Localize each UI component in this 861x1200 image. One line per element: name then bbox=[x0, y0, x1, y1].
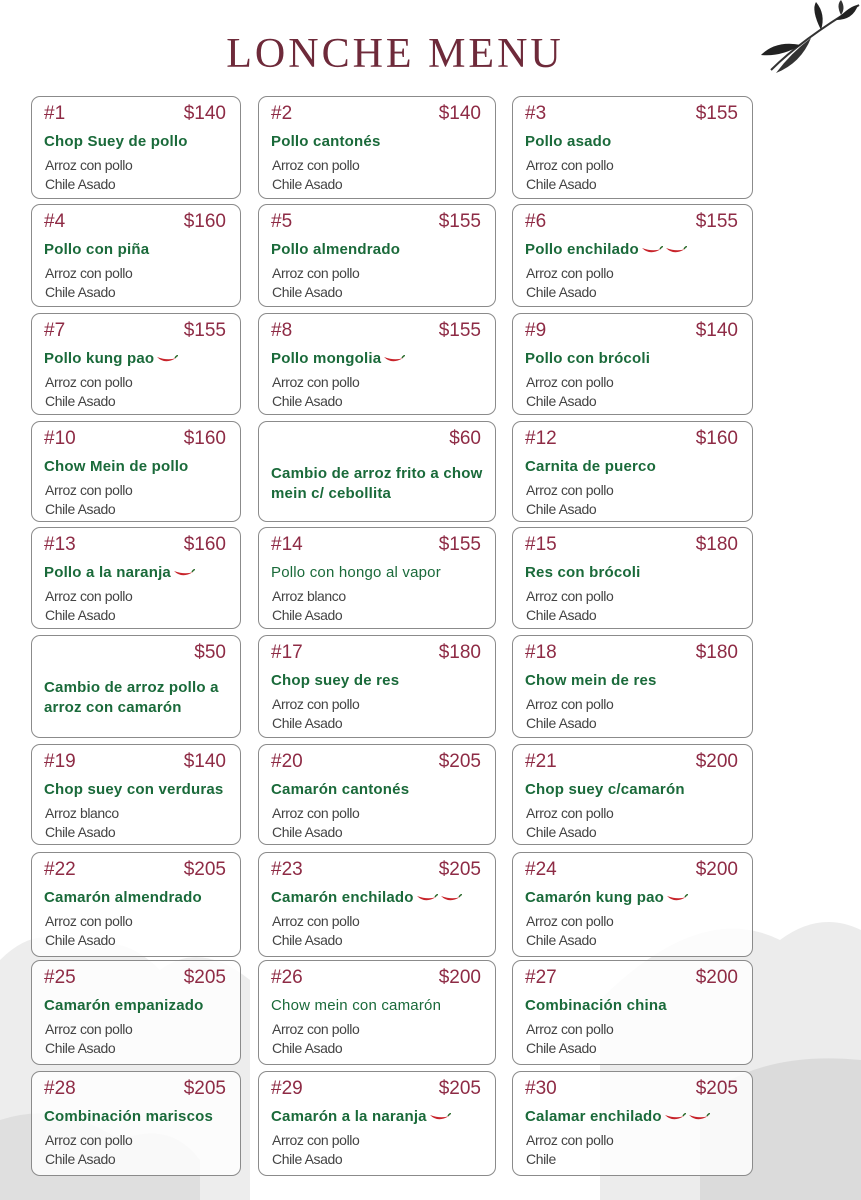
item-number: #5 bbox=[271, 211, 293, 232]
item-side-dish: Arroz con pollo bbox=[45, 588, 133, 604]
item-number: #15 bbox=[525, 534, 557, 555]
item-name: Chop Suey de pollo bbox=[44, 133, 188, 150]
menu-item-card bbox=[31, 960, 241, 1065]
chili-pepper-icon bbox=[440, 893, 462, 903]
menu-item-card bbox=[512, 852, 753, 957]
item-name: Chow mein con camarón bbox=[271, 997, 442, 1014]
item-side-dish: Arroz con pollo bbox=[526, 1132, 614, 1148]
item-number: #26 bbox=[271, 967, 303, 988]
item-side-dish: Chile Asado bbox=[272, 393, 343, 409]
item-side-dish: Arroz con pollo bbox=[526, 588, 614, 604]
item-price: $180 bbox=[695, 534, 738, 555]
item-side-dish: Chile Asado bbox=[526, 932, 597, 948]
item-price: $160 bbox=[695, 428, 738, 449]
chili-pepper-icon bbox=[429, 1112, 451, 1122]
item-side-dish: Chile Asado bbox=[526, 501, 597, 517]
item-side-dish: Arroz con pollo bbox=[272, 805, 360, 821]
item-side-dish: Chile Asado bbox=[272, 824, 343, 840]
item-name: Calamar enchilado bbox=[525, 1108, 748, 1125]
item-side-dish: Chile Asado bbox=[272, 284, 343, 300]
item-price: $155 bbox=[695, 103, 738, 124]
menu-item-card bbox=[31, 421, 241, 522]
item-side-dish: Chile Asado bbox=[45, 284, 116, 300]
item-side-dish: Chile Asado bbox=[45, 607, 116, 623]
item-side-dish: Chile Asado bbox=[526, 393, 597, 409]
chili-pepper-icon bbox=[416, 893, 438, 903]
item-name: Chop suey de res bbox=[271, 672, 400, 689]
item-name: Cambio de arroz pollo a arroz con camarón bbox=[44, 679, 219, 716]
item-price: $155 bbox=[438, 534, 481, 555]
item-number: #13 bbox=[44, 534, 76, 555]
menu-item-card bbox=[258, 960, 496, 1065]
item-side-dish: Chile Asado bbox=[526, 1040, 597, 1056]
item-number: #10 bbox=[44, 428, 76, 449]
item-price: $200 bbox=[695, 751, 738, 772]
item-side-dish: Arroz con pollo bbox=[526, 805, 614, 821]
menu-item-card bbox=[258, 744, 496, 845]
item-name: Camarón almendrado bbox=[44, 889, 202, 906]
menu-item-card bbox=[31, 204, 241, 307]
item-side-dish: Arroz con pollo bbox=[526, 696, 614, 712]
item-number: #20 bbox=[271, 751, 303, 772]
item-number: #12 bbox=[525, 428, 557, 449]
item-price: $180 bbox=[438, 642, 481, 663]
item-number: #21 bbox=[525, 751, 557, 772]
item-side-dish: Arroz con pollo bbox=[45, 913, 133, 929]
item-price: $205 bbox=[438, 1078, 481, 1099]
item-name: Chow mein de res bbox=[525, 672, 657, 689]
item-price: $160 bbox=[183, 211, 226, 232]
item-price: $140 bbox=[438, 103, 481, 124]
item-price: $205 bbox=[695, 1078, 738, 1099]
item-side-dish: Chile bbox=[526, 1151, 556, 1167]
chili-pepper-icon bbox=[666, 893, 688, 903]
menu-item-card bbox=[31, 744, 241, 845]
item-side-dish: Arroz con pollo bbox=[272, 696, 360, 712]
item-side-dish: Arroz con pollo bbox=[272, 913, 360, 929]
item-side-dish: Chile Asado bbox=[526, 176, 597, 192]
item-side-dish: Chile Asado bbox=[272, 715, 343, 731]
chili-pepper-icon bbox=[383, 354, 405, 364]
menu-item-card bbox=[258, 852, 496, 957]
item-number: #30 bbox=[525, 1078, 557, 1099]
item-name: Chop suey c/camarón bbox=[525, 781, 685, 798]
chili-pepper-icon bbox=[156, 354, 178, 364]
item-side-dish: Chile Asado bbox=[526, 607, 597, 623]
item-name: Pollo a la naranja bbox=[44, 564, 236, 581]
item-name: Pollo mongolia bbox=[271, 350, 491, 367]
menu-item-card bbox=[512, 421, 753, 522]
menu-item-card bbox=[31, 635, 241, 738]
item-number: #7 bbox=[44, 320, 66, 341]
item-name: Chop suey con verduras bbox=[44, 781, 224, 798]
item-name: Cambio de arroz frito a chow mein c/ cebollita bbox=[271, 465, 483, 502]
item-name: Res con brócoli bbox=[525, 564, 641, 581]
item-side-dish: Chile Asado bbox=[45, 932, 116, 948]
chili-pepper-icon bbox=[173, 568, 195, 578]
item-price: $200 bbox=[695, 967, 738, 988]
item-number: #28 bbox=[44, 1078, 76, 1099]
item-number: #2 bbox=[271, 103, 293, 124]
item-side-dish: Arroz con pollo bbox=[45, 374, 133, 390]
item-number: #6 bbox=[525, 211, 547, 232]
item-side-dish: Arroz con pollo bbox=[45, 1132, 133, 1148]
item-side-dish: Chile Asado bbox=[272, 1151, 343, 1167]
item-number: #25 bbox=[44, 967, 76, 988]
item-number: #19 bbox=[44, 751, 76, 772]
item-side-dish: Arroz con pollo bbox=[526, 913, 614, 929]
menu-item-card bbox=[512, 744, 753, 845]
item-side-dish: Arroz con pollo bbox=[45, 265, 133, 281]
item-price: $200 bbox=[438, 967, 481, 988]
menu-item-card bbox=[258, 527, 496, 629]
item-name: Pollo cantonés bbox=[271, 133, 381, 150]
item-side-dish: Chile Asado bbox=[526, 824, 597, 840]
item-price: $140 bbox=[695, 320, 738, 341]
item-side-dish: Arroz con pollo bbox=[45, 1021, 133, 1037]
item-price: $140 bbox=[183, 751, 226, 772]
item-number: #14 bbox=[271, 534, 303, 555]
item-side-dish: Chile Asado bbox=[45, 1151, 116, 1167]
menu-item-card bbox=[258, 96, 496, 199]
item-number: #1 bbox=[44, 103, 66, 124]
item-side-dish: Arroz con pollo bbox=[526, 374, 614, 390]
item-number: #18 bbox=[525, 642, 557, 663]
item-side-dish: Chile Asado bbox=[45, 176, 116, 192]
item-side-dish: Chile Asado bbox=[272, 1040, 343, 1056]
item-price: $160 bbox=[183, 534, 226, 555]
chili-pepper-icon bbox=[664, 1112, 686, 1122]
chili-pepper-icon bbox=[665, 245, 687, 255]
chili-pepper-icon bbox=[641, 245, 663, 255]
menu-item-card bbox=[512, 527, 753, 629]
item-side-dish: Arroz con pollo bbox=[272, 374, 360, 390]
item-side-dish: Arroz con pollo bbox=[526, 265, 614, 281]
item-name: Carnita de puerco bbox=[525, 458, 656, 475]
item-name: Pollo con brócoli bbox=[525, 350, 651, 367]
item-price: $140 bbox=[183, 103, 226, 124]
item-side-dish: Chile Asado bbox=[45, 393, 116, 409]
item-price: $205 bbox=[183, 859, 226, 880]
item-name: Camarón empanizado bbox=[44, 997, 204, 1014]
item-side-dish: Arroz con pollo bbox=[526, 482, 614, 498]
menu-item-card bbox=[258, 421, 496, 522]
chili-pepper-icon bbox=[688, 1112, 710, 1122]
item-side-dish: Arroz blanco bbox=[45, 805, 119, 821]
item-side-dish: Arroz con pollo bbox=[272, 1132, 360, 1148]
item-side-dish: Chile Asado bbox=[272, 607, 343, 623]
item-number: #9 bbox=[525, 320, 547, 341]
item-side-dish: Arroz con pollo bbox=[526, 157, 614, 173]
item-side-dish: Arroz con pollo bbox=[272, 157, 360, 173]
item-name: Camarón a la naranja bbox=[271, 1108, 491, 1125]
item-price: $155 bbox=[183, 320, 226, 341]
item-side-dish: Chile Asado bbox=[526, 284, 597, 300]
menu-item-card bbox=[31, 1071, 241, 1176]
item-price: $205 bbox=[438, 859, 481, 880]
item-side-dish: Chile Asado bbox=[526, 715, 597, 731]
item-side-dish: Arroz con pollo bbox=[45, 482, 133, 498]
menu-item-card bbox=[258, 1071, 496, 1176]
item-side-dish: Chile Asado bbox=[45, 824, 116, 840]
item-price: $155 bbox=[438, 211, 481, 232]
menu-item-card bbox=[258, 313, 496, 415]
menu-item-card bbox=[512, 204, 753, 307]
item-price: $155 bbox=[695, 211, 738, 232]
item-side-dish: Arroz con pollo bbox=[272, 265, 360, 281]
item-price: $205 bbox=[438, 751, 481, 772]
menu-title: LONCHE MENU bbox=[226, 31, 564, 77]
item-name: Pollo kung pao bbox=[44, 350, 236, 367]
item-name: Pollo almendrado bbox=[271, 241, 401, 258]
item-side-dish: Arroz blanco bbox=[272, 588, 346, 604]
item-name: Pollo con hongo al vapor bbox=[271, 564, 441, 581]
item-price: $50 bbox=[194, 642, 226, 663]
item-price: $200 bbox=[695, 859, 738, 880]
item-name: Camarón cantonés bbox=[271, 781, 410, 798]
item-number: #22 bbox=[44, 859, 76, 880]
item-name: Camarón enchilado bbox=[271, 889, 491, 906]
item-price: $155 bbox=[438, 320, 481, 341]
item-number: #8 bbox=[271, 320, 293, 341]
item-side-dish: Arroz con pollo bbox=[526, 1021, 614, 1037]
item-number: #4 bbox=[44, 211, 66, 232]
item-price: $60 bbox=[449, 428, 481, 449]
menu-item-card bbox=[31, 313, 241, 415]
item-name: Camarón kung pao bbox=[525, 889, 748, 906]
item-side-dish: Chile Asado bbox=[45, 1040, 116, 1056]
item-price: $180 bbox=[695, 642, 738, 663]
item-name: Pollo enchilado bbox=[525, 241, 748, 258]
item-number: #24 bbox=[525, 859, 557, 880]
menu-item-card bbox=[512, 1071, 753, 1176]
item-number: #23 bbox=[271, 859, 303, 880]
item-price: $205 bbox=[183, 1078, 226, 1099]
menu-item-card bbox=[258, 204, 496, 307]
item-price: $160 bbox=[183, 428, 226, 449]
item-side-dish: Chile Asado bbox=[272, 932, 343, 948]
item-number: #17 bbox=[271, 642, 303, 663]
item-side-dish: Arroz con pollo bbox=[272, 1021, 360, 1037]
item-name: Combinación mariscos bbox=[44, 1108, 214, 1125]
item-name: Combinación china bbox=[525, 997, 667, 1014]
menu-item-card bbox=[512, 960, 753, 1065]
menu-item-card bbox=[31, 852, 241, 957]
item-side-dish: Chile Asado bbox=[45, 501, 116, 517]
item-name: Pollo asado bbox=[525, 133, 612, 150]
menu-item-card bbox=[512, 635, 753, 738]
item-number: #29 bbox=[271, 1078, 303, 1099]
item-side-dish: Arroz con pollo bbox=[45, 157, 133, 173]
item-number: #27 bbox=[525, 967, 557, 988]
item-side-dish: Chile Asado bbox=[272, 176, 343, 192]
item-number: #3 bbox=[525, 103, 547, 124]
item-name: Pollo con piña bbox=[44, 241, 150, 258]
menu-item-card bbox=[31, 96, 241, 199]
menu-item-card bbox=[31, 527, 241, 629]
item-name: Chow Mein de pollo bbox=[44, 458, 189, 475]
menu-item-card bbox=[512, 313, 753, 415]
menu-item-card bbox=[258, 635, 496, 738]
menu-item-card bbox=[512, 96, 753, 199]
item-price: $205 bbox=[183, 967, 226, 988]
